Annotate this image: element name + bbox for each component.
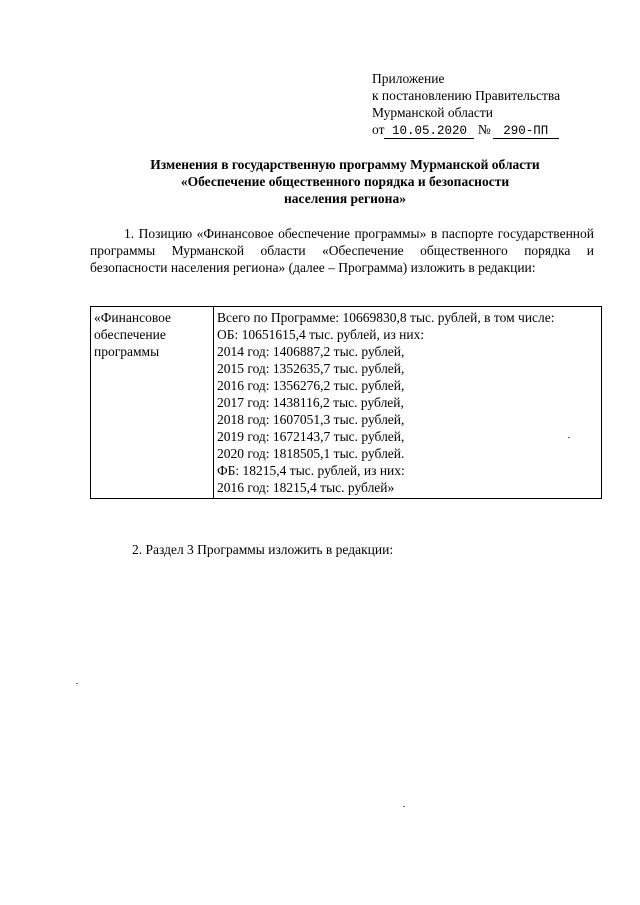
financing-line: Всего по Программе: 10669830,8 тыс. рублей, в том числе:	[217, 310, 555, 325]
section-2-heading: 2. Раздел 3 Программы изложить в редакции:	[132, 542, 394, 557]
financing-line: 2020 год: 1818505,1 тыс. рублей.	[217, 446, 405, 461]
date-value: 10.05.2020	[384, 124, 474, 139]
scan-speck	[76, 683, 78, 684]
appendix-line-1: Приложение	[372, 71, 445, 86]
document-title	[90, 156, 600, 207]
financing-line: 2018 год: 1607051,3 тыс. рублей,	[217, 412, 405, 427]
title-line-3: населения региона»	[284, 191, 406, 206]
date-prefix: от	[372, 122, 385, 137]
number-value: 290-ПП	[493, 124, 559, 139]
table-row	[91, 307, 602, 499]
financing-line: ОБ: 10651615,4 тыс. рублей, из них:	[217, 327, 425, 342]
scan-speck	[403, 806, 405, 807]
financing-line: 2014 год: 1406887,2 тыс. рублей,	[217, 344, 405, 359]
paragraph-1	[90, 225, 594, 276]
financing-values-cell	[214, 307, 602, 499]
title-line-1: Изменения в государственную программу Мурманской области	[150, 157, 540, 172]
financing-line: ФБ: 18215,4 тыс. рублей, из них:	[217, 463, 405, 478]
number-prefix: №	[477, 122, 491, 137]
appendix-line-3: Мурманской области	[372, 105, 493, 120]
appendix-line-2: к постановлению Правительства	[372, 88, 561, 103]
appendix-header	[372, 70, 560, 139]
scan-speck	[568, 437, 570, 438]
title-line-2: «Обеспечение общественного порядка и безопасности	[180, 174, 510, 189]
paragraph-1-text: 1. Позицию «Финансовое обеспечение программы» в паспорте государственной программы Мурманской области «Обеспечение общественного порядка и безопасности населения региона» (далее – Программа) изложить в редакции:	[90, 226, 594, 275]
appendix-date-row	[372, 121, 560, 139]
financing-line: 2016 год: 1356276,2 тыс. рублей,	[217, 378, 405, 393]
financing-line: 2019 год: 1672143,7 тыс. рублей,	[217, 429, 405, 444]
financing-line: 2016 год: 18215,4 тыс. рублей»	[217, 480, 395, 495]
financing-label-cell: «Финансовое обеспечение программы	[91, 307, 214, 499]
financing-line: 2015 год: 1352635,7 тыс. рублей,	[217, 361, 405, 376]
financing-line: 2017 год: 1438116,2 тыс. рублей,	[217, 395, 404, 410]
financing-table	[90, 306, 602, 499]
